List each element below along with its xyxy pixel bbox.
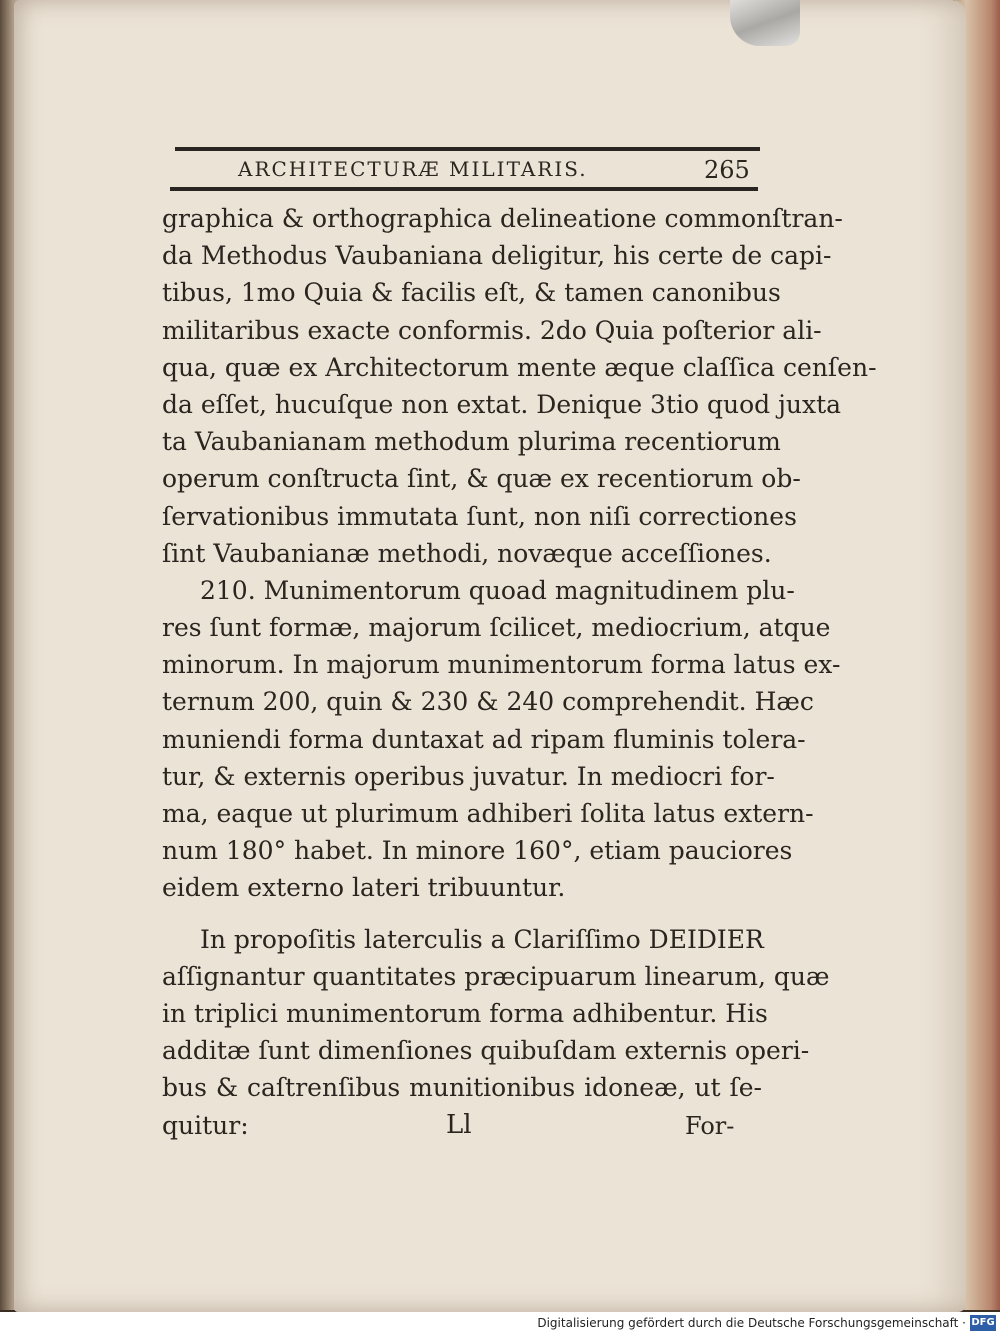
body-line: qua, quæ ex Architectorum mente æque claſſica cenſen- [162, 352, 877, 382]
body-line: operum conſtructa ſint, & quæ ex recentiorum ob- [162, 464, 801, 494]
body-line: ta Vaubanianam methodum plurima recentiorum [162, 427, 781, 457]
paragraph-gap [162, 907, 762, 921]
body-line: additæ ſunt dimenſiones quibuſdam externis operi- [162, 1036, 810, 1066]
body-line: ſint Vaubanianæ methodi, novæque acceſſiones. [162, 538, 772, 568]
body-line: quitur: [162, 1110, 249, 1140]
body-line: 210. Munimentorum quoad magnitudinem plu- [200, 575, 795, 605]
signature-mark: Ll [446, 1110, 472, 1140]
body-line: bus & caſtrenſibus munitionibus idoneæ, ut ſe- [162, 1073, 762, 1103]
body-line: res ſunt formæ, majorum ſcilicet, mediocrium, atque [162, 613, 831, 643]
body-line: ſervationibus immutata ſunt, non niſi correctiones [162, 501, 797, 531]
body-line: graphica & orthographica delineatione commonſtran- [162, 204, 843, 233]
body-line: tibus, 1mo Quia & facilis eſt, & tamen canonibus [162, 278, 781, 308]
body-line: militaribus exacte conformis. 2do Quia poſterior ali- [162, 315, 822, 345]
body-line: in triplici munimentorum forma adhibentur. His [162, 998, 768, 1028]
credit-text: Digitalisierung gefördert durch die Deutsche Forschungsgemeinschaft · [537, 1316, 966, 1330]
body-line: In propoſitis laterculis a Clariſſimo DEIDIER [200, 924, 764, 954]
body-line: muniendi forma duntaxat ad ripam fluminis tolera- [162, 724, 806, 754]
catchword: For- [685, 1112, 735, 1140]
page-number: 265 [704, 156, 750, 184]
body-line: ma, eaque ut plurimum adhiberi ſolita latus extern- [162, 799, 814, 828]
header-rule-bottom [170, 187, 758, 191]
body-line: da Methodus Vaubaniana deligitur, his certe de capi- [162, 241, 832, 271]
dfg-logo-icon: DFG [970, 1315, 996, 1331]
credit-bar [0, 1312, 1000, 1335]
body-line: ternum 200, quin & 230 & 240 comprehendit. Hæc [162, 687, 814, 717]
body-line: num 180° habet. In minore 160°, etiam pauciores [162, 836, 793, 866]
body-line: minorum. In majorum munimentorum forma latus ex- [162, 650, 841, 680]
body-line: da eſſet, hucuſque non extat. Denique 3tio quod juxta [162, 389, 842, 419]
body-line: aſſignantur quantitates præcipuarum linearum, quæ [162, 961, 830, 991]
body-line: tur, & externis operibus juvatur. In mediocri for- [162, 761, 775, 791]
running-title: ARCHITECTURÆ MILITARIS. [238, 157, 588, 181]
text-body [162, 200, 877, 1144]
header-rule-top [175, 147, 760, 151]
body-line: eidem externo lateri tribuuntur. [162, 873, 566, 903]
paper-clip [730, 0, 800, 46]
